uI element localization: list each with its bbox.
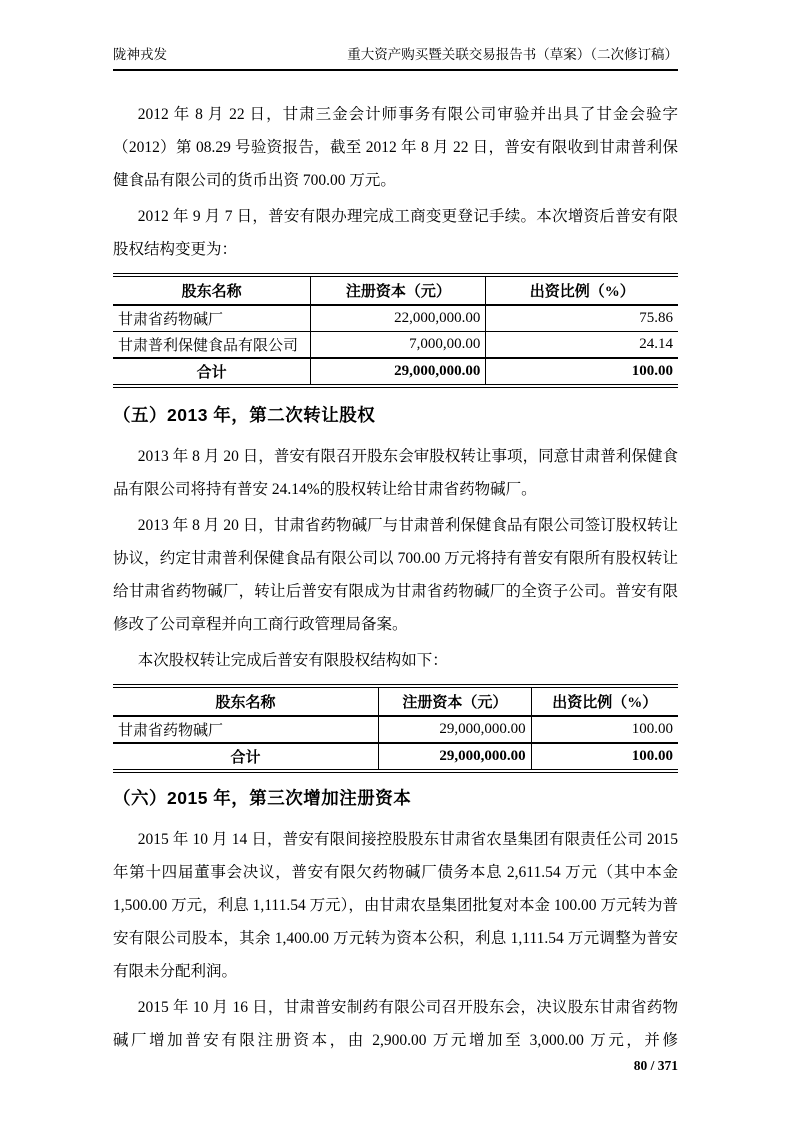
table-total-row <box>113 358 678 386</box>
paragraph-registration-change: 2012 年 9 月 7 日，普安有限办理完成工商变更登记手续。本次增资后普安有限股权结构变更为： <box>113 208 678 258</box>
table-cell-ratio: 100.00 <box>531 716 678 743</box>
table-cell-total-label: 合计 <box>113 743 379 771</box>
paragraph-structure-intro: 本次股权转让完成后普安有限股权结构如下： <box>137 652 448 669</box>
table-header-ratio: 出资比例（%） <box>531 686 678 716</box>
table-cell-shareholder: 甘肃普利保健食品有限公司 <box>113 332 311 359</box>
table-cell-ratio: 24.14 <box>486 332 678 359</box>
table-cell-total-capital: 29,000,000.00 <box>379 743 532 771</box>
table-header-capital: 注册资本（元） <box>311 275 486 305</box>
table-row <box>113 332 678 359</box>
table-header-row <box>113 275 678 305</box>
paragraph-transfer-resolution: 2013 年 8 月 20 日，普安有限召开股东会审股权转让事项，同意甘肃普利保健食品有限公司将持有普安 24.14%的股权转让给甘肃省药物碱厂。 <box>113 448 678 498</box>
section-heading-6: （六）2015 年，第三次增加注册资本 <box>113 788 412 808</box>
shareholding-table-2012 <box>113 273 678 388</box>
table-cell-ratio: 75.86 <box>486 305 678 332</box>
page-number: 80 / 371 <box>633 1058 678 1073</box>
table-cell-total-ratio: 100.00 <box>486 358 678 386</box>
table-row <box>113 305 678 332</box>
paragraph-capital-increase: 2015 年 10 月 16 日，甘肃普安制药有限公司召开股东会，决议股东甘肃省药物碱厂增加普安有限注册资本，由 2,900.00 万元增加至 3,000.00 万元，并修 <box>113 999 678 1049</box>
table-cell-capital: 29,000,000.00 <box>379 716 532 743</box>
shareholding-table-2013 <box>113 684 678 773</box>
table-cell-shareholder: 甘肃省药物碱厂 <box>113 305 311 332</box>
paragraph-debt-conversion: 2015 年 10 月 14 日，普安有限间接控股股东甘肃省农垦集团有限责任公司 2015 年第十四届董事会决议，普安有限欠药物碱厂债务本息 2,611.54 万元（其中本金 1,500.00 万元，利息 1,111.54 万元），由甘肃农垦集团批复对本金 100.00 万元转为普安有限公司股本，其余 1,400.00 万元转为资本公积，利息 1,111.54 万元调整为普安有限未分配利润。 <box>113 831 678 980</box>
table-row <box>113 716 678 743</box>
table-cell-total-ratio: 100.00 <box>531 743 678 771</box>
table-header-shareholder: 股东名称 <box>113 686 379 716</box>
paragraph-transfer-agreement: 2013 年 8 月 20 日，甘肃省药物碱厂与甘肃普利保健食品有限公司签订股权转让协议，约定甘肃普利保健食品有限公司以 700.00 万元将持有普安有限所有股权转让给甘肃省药物碱厂，转让后普安有限成为甘肃省药物碱厂的全资子公司。普安有限修改了公司章程并向工商行政管理局备案。 <box>113 517 678 633</box>
table-cell-total-label: 合计 <box>113 358 311 386</box>
table-header-shareholder: 股东名称 <box>113 275 311 305</box>
section-heading-5: （五）2013 年，第二次转让股权 <box>113 405 376 425</box>
table-total-row <box>113 743 678 771</box>
table-cell-capital: 22,000,000.00 <box>311 305 486 332</box>
table-header-row <box>113 686 678 716</box>
table-cell-total-capital: 29,000,000.00 <box>311 358 486 386</box>
table-cell-shareholder: 甘肃省药物碱厂 <box>113 716 379 743</box>
header-company-name: 陇神戎发 <box>113 47 167 62</box>
table-cell-capital: 7,000,00.00 <box>311 332 486 359</box>
page-header <box>113 46 678 71</box>
table-header-ratio: 出资比例（%） <box>486 275 678 305</box>
header-report-title: 重大资产购买暨关联交易报告书（草案）（二次修订稿） <box>347 47 678 62</box>
paragraph-capital-verification: 2012 年 8 月 22 日，甘肃三金会计师事务有限公司审验并出具了甘金会验字（2012）第 08.29 号验资报告，截至 2012 年 8 月 22 日，普安有限收到甘肃普利保健食品有限公司的货币出资 700.00 万元。 <box>113 106 678 189</box>
table-header-capital: 注册资本（元） <box>379 686 532 716</box>
